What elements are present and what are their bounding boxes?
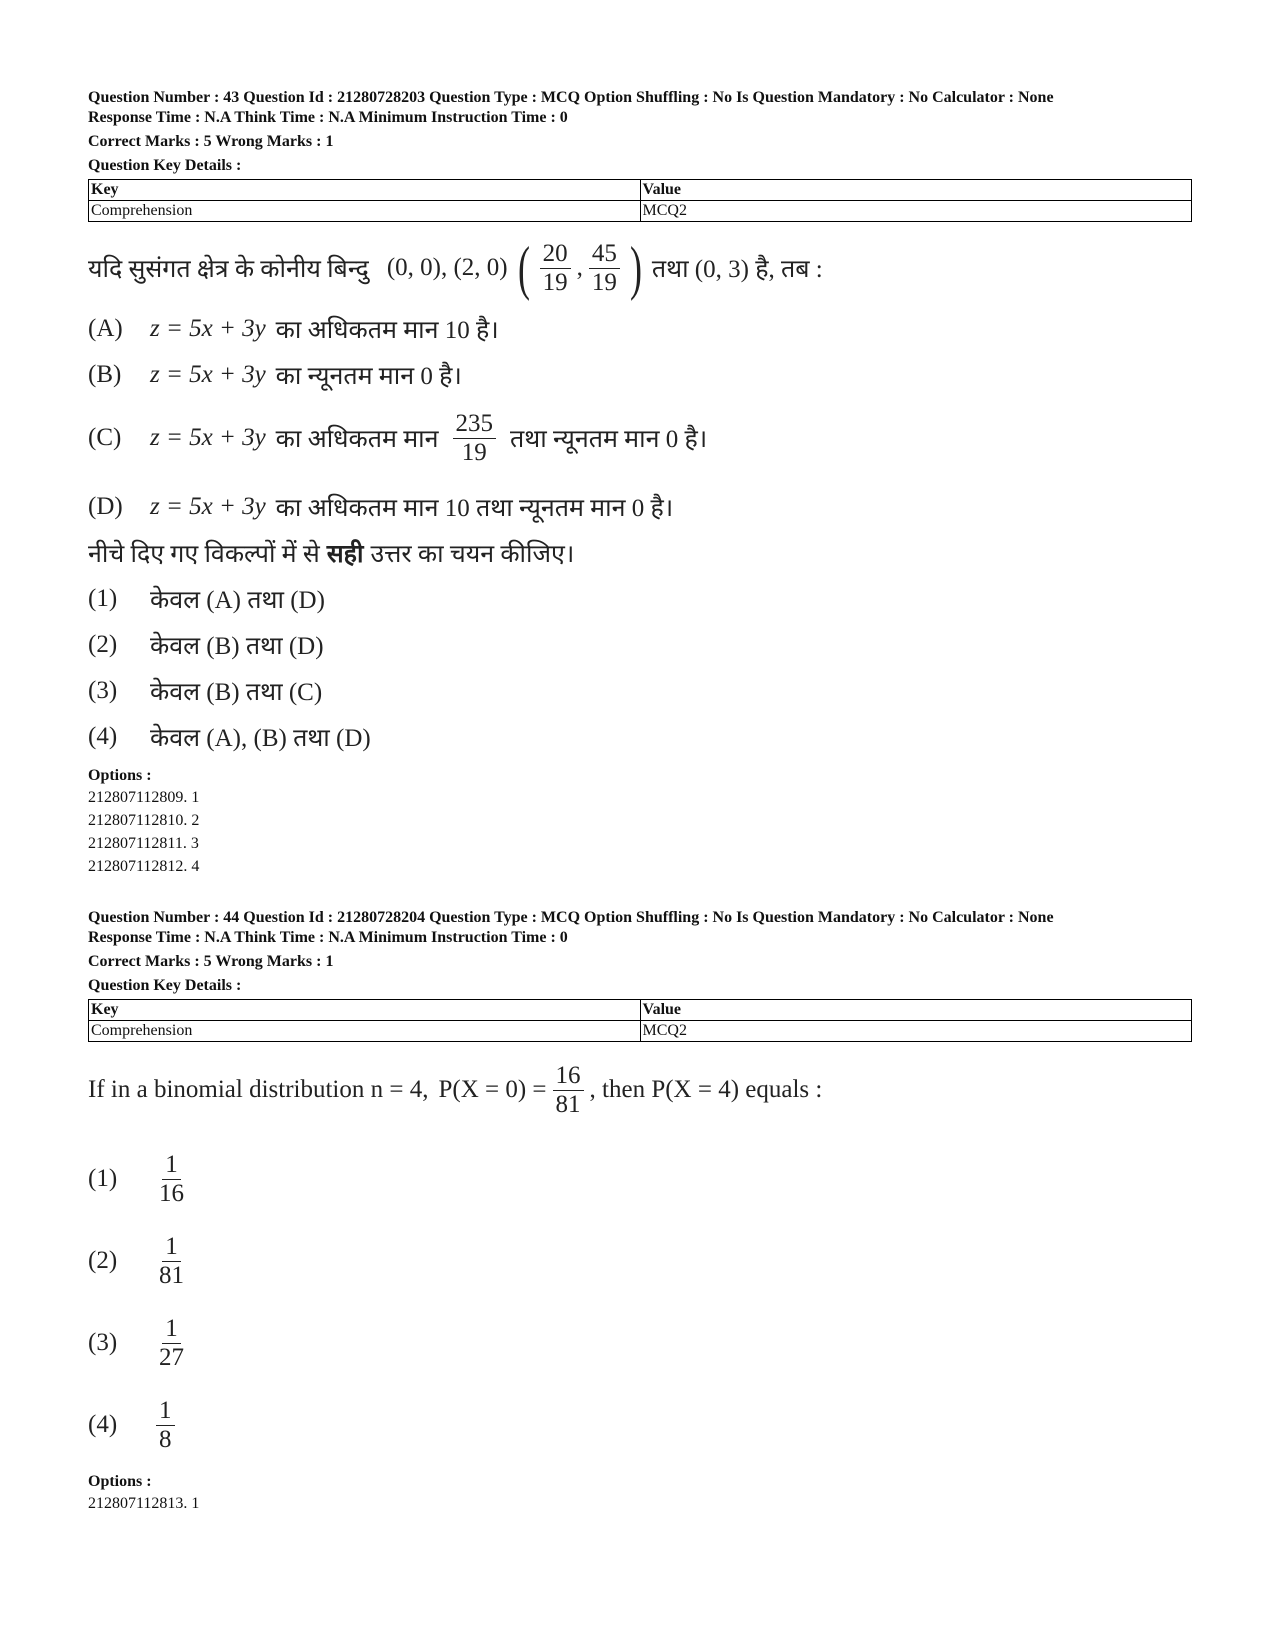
- key-header: Key: [89, 180, 641, 201]
- choice-fraction: $\frac{1}{27}$: [159, 1314, 184, 1371]
- statement-b: (B) z = 5x + 3y का न्यूनतम मान 0 है।: [88, 361, 462, 390]
- table-row: [89, 1021, 1192, 1042]
- expression: z = 5x + 3y: [150, 361, 266, 388]
- page: [88, 88, 1193, 1515]
- value-cell: MCQ2: [640, 1021, 1192, 1042]
- question-43: [88, 88, 1193, 878]
- q44-meta-line1: Question Number : 44 Question Id : 21280728204 Question Type : MCQ Option Shuffling : No Is Question Mandatory : No Calculator : None: [88, 909, 1054, 926]
- q44-key-details-title: Question Key Details :: [88, 977, 242, 994]
- instruction: नीचे दिए गए विकल्पों में से सही उत्तर का चयन कीजिए।: [88, 541, 575, 568]
- choice-4: (4) $\frac{1}{8}$: [88, 1384, 1193, 1466]
- choice-2: (2) $\frac{1}{81}$: [88, 1220, 1193, 1302]
- stem-prob: P(X = 0) =: [438, 1076, 547, 1103]
- left-paren-icon: (: [517, 235, 530, 301]
- table-header-row: [89, 180, 1192, 201]
- q44-marks: Correct Marks : 5 Wrong Marks : 1: [88, 953, 334, 970]
- choice-fraction: $\frac{1}{81}$: [159, 1232, 184, 1289]
- choice-3: (3) $\frac{1}{27}$: [88, 1302, 1193, 1384]
- q43-options: [88, 786, 1193, 878]
- q44-meta-line2: Response Time : N.A Think Time : N.A Minimum Instruction Time : 0: [88, 929, 568, 946]
- q43-key-table: [88, 179, 1192, 222]
- option-id: 212807112811. 3: [88, 835, 199, 852]
- expression: z = 5x + 3y: [150, 424, 266, 451]
- question-44: [88, 908, 1193, 1515]
- table-row: [89, 201, 1192, 222]
- choice-1: (1) $\frac{1}{16}$: [88, 1138, 1193, 1220]
- q43-meta-line2: Response Time : N.A Think Time : N.A Minimum Instruction Time : 0: [88, 109, 568, 126]
- choice-fraction: $\frac{1}{8}$: [156, 1397, 175, 1454]
- q43-key-details-title: Question Key Details :: [88, 157, 242, 174]
- value-header: Value: [640, 1000, 1192, 1021]
- value-cell: MCQ2: [640, 201, 1192, 222]
- q43-stem: [88, 236, 1193, 300]
- q44-question-body: [88, 1058, 1193, 1466]
- statement-a: (A) z = 5x + 3y का अधिकतम मान 10 है।: [88, 315, 499, 344]
- expression: z = 5x + 3y: [150, 315, 266, 342]
- q43-meta-line1: Question Number : 43 Question Id : 21280728203 Question Type : MCQ Option Shuffling : No Is Question Mandatory : No Calculator : None: [88, 89, 1054, 106]
- stem-fraction: $\frac{16}{81}$: [553, 1062, 584, 1119]
- statement-d: (D) z = 5x + 3y का अधिकतम मान 10 तथा न्यूनतम मान 0 है।: [88, 493, 674, 522]
- stem-points: (0, 0), (2, 0): [386, 254, 508, 281]
- q44-options-title: Options :: [88, 1473, 152, 1490]
- q44-choices: [88, 1138, 1193, 1466]
- key-cell: Comprehension: [89, 201, 641, 222]
- choice-4: (4) केवल (A), (B) तथा (D): [88, 723, 371, 752]
- stem-fraction-1: $\frac{20}{19}$: [540, 240, 571, 297]
- option-id: 212807112809. 1: [88, 789, 200, 806]
- stem-prefix: If in a binomial distribution n = 4,: [88, 1076, 429, 1103]
- statement-c: (C) z = 5x + 3y का अधिकतम मान $\frac{235}{19}$ तथा न्यूनतम मान 0 है।: [88, 409, 708, 466]
- q44-key-table: [88, 999, 1192, 1042]
- choice-1: (1) केवल (A) तथा (D): [88, 585, 325, 614]
- stem-prefix: यदि सुसंगत क्षेत्र के कोनीय बिन्दु: [88, 256, 369, 283]
- option-id: 212807112813. 1: [88, 1495, 200, 1512]
- stem-suffix: , then P(X = 4) equals :: [589, 1076, 823, 1103]
- q43-question-body: [88, 236, 1193, 760]
- value-header: Value: [640, 180, 1192, 201]
- option-id: 212807112810. 2: [88, 812, 200, 829]
- q44-options: [88, 1492, 1193, 1515]
- comma: ,: [576, 254, 583, 281]
- q43-marks: Correct Marks : 5 Wrong Marks : 1: [88, 133, 334, 150]
- choice-2: (2) केवल (B) तथा (D): [88, 631, 324, 660]
- expression: z = 5x + 3y: [150, 493, 266, 520]
- q43-choices: [88, 576, 1193, 760]
- table-header-row: [89, 1000, 1192, 1021]
- q43-options-title: Options :: [88, 767, 152, 784]
- option-id: 212807112812. 4: [88, 858, 200, 875]
- choice-3: (3) केवल (B) तथा (C): [88, 677, 323, 706]
- stem-suffix: तथा (0, 3) है, तब :: [651, 256, 823, 283]
- stem-fraction-2: $\frac{45}{19}$: [589, 240, 620, 297]
- statement-c-fraction: $\frac{235}{19}$: [453, 410, 497, 467]
- choice-fraction: $\frac{1}{16}$: [159, 1150, 184, 1207]
- right-paren-icon: ): [629, 235, 642, 301]
- key-cell: Comprehension: [89, 1021, 641, 1042]
- key-header: Key: [89, 1000, 641, 1021]
- q44-stem: [88, 1058, 1193, 1122]
